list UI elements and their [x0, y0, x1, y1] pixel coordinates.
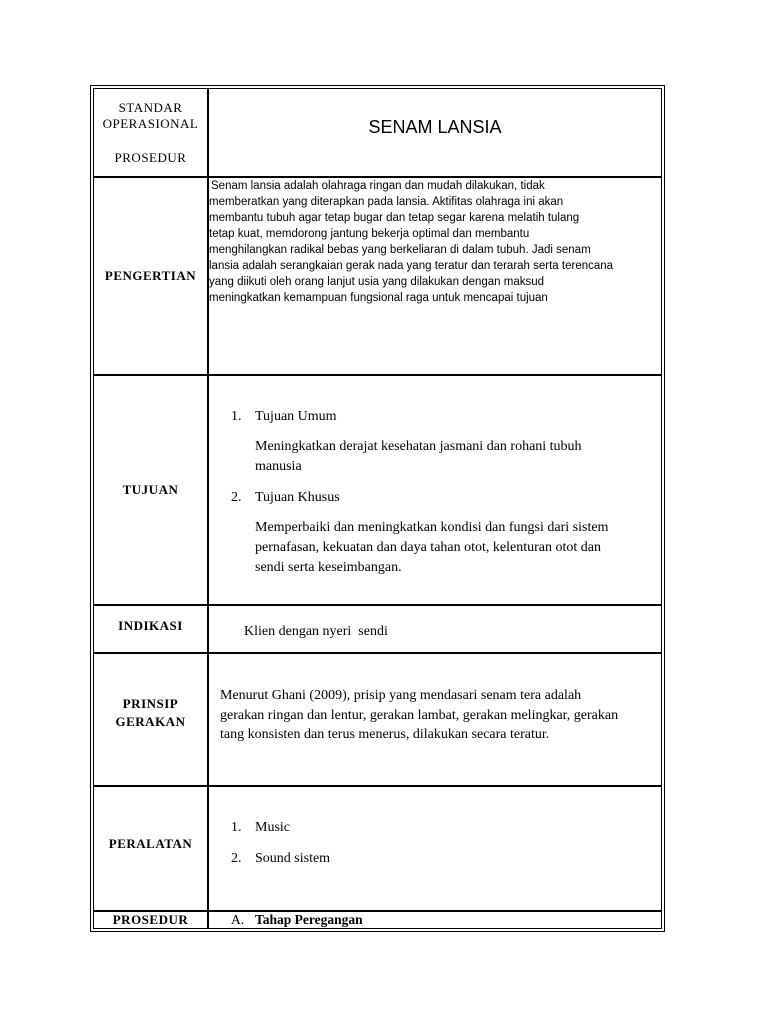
- prinsip-text: [220, 686, 618, 745]
- step-title: Tahap Peregangan: [255, 912, 363, 927]
- prosedur-label: PROSEDUR: [112, 912, 189, 927]
- prosedur-step: [231, 911, 363, 929]
- list-item-desc: manusia: [255, 459, 302, 474]
- pengertian-line: meningkatkan kemampuan fungsional raga untuk mencapai tujuan: [209, 292, 548, 304]
- pengertian-line: Senam lansia adalah olahraga ringan dan mudah dilakukan, tidak: [211, 180, 545, 192]
- pengertian-line: yang diikuti oleh orang lanjut usia yang dilakukan dengan maksud: [209, 276, 545, 288]
- header-title-cell: [208, 88, 662, 177]
- tujuan-list: [209, 376, 661, 578]
- pengertian-line: memberatkan yang diterapkan pada lansia. Aktifitas olahraga ini akan: [209, 196, 564, 208]
- list-item-text: Sound sistem: [255, 851, 331, 866]
- list-number: 2.: [231, 490, 242, 505]
- prinsip-content-cell: [208, 653, 662, 786]
- indikasi-content-cell: [208, 605, 662, 653]
- tujuan-label: TUJUAN: [122, 482, 179, 497]
- pengertian-line: lansia adalah serangkaian gerak nada yang teratur dan terarah serta terencana: [209, 260, 614, 272]
- list-number: 2.: [231, 851, 242, 866]
- list-item-title: Tujuan Umum: [255, 409, 337, 424]
- step-letter: A.: [231, 912, 245, 927]
- list-item-desc: sendi serta keseimbangan.: [255, 560, 402, 575]
- header-left-line-2: OPERASIONAL: [102, 115, 199, 131]
- peralatan-content-cell: [208, 786, 662, 911]
- header-left-line-3: PROSEDUR: [114, 149, 187, 165]
- list-number: 1.: [231, 820, 242, 835]
- prinsip-label-line: PRINSIP: [122, 696, 179, 711]
- list-item: [231, 849, 661, 869]
- prinsip-label-cell: [93, 653, 208, 786]
- pengertian-line: tetap kuat, memdorong jantung bekerja optimal dan membantu: [209, 228, 530, 240]
- list-item: [231, 488, 661, 578]
- tujuan-label-cell: [93, 375, 208, 605]
- tujuan-content-cell: [208, 375, 662, 605]
- peralatan-list: [209, 787, 661, 869]
- list-item-desc: Meningkatkan derajat kesehatan jasmani dan rohani tubuh: [255, 439, 582, 454]
- prinsip-line: tang konsisten dan terus menerus, dilakukan secara teratur.: [220, 727, 550, 742]
- prinsip-line: Menurut Ghani (2009), prisip yang mendasari senam tera adalah: [220, 688, 582, 703]
- pengertian-text: [209, 178, 661, 306]
- pengertian-content-cell: [208, 177, 662, 375]
- peralatan-label-cell: [93, 786, 208, 911]
- prinsip-label-line: GERAKAN: [115, 714, 186, 729]
- page-title: SENAM LANSIA: [368, 117, 502, 137]
- pengertian-line: membantu tubuh agar tetap bugar dan tetap segar karena melatih tulang: [209, 212, 580, 224]
- list-item-desc: pernafasan, kekuatan dan daya tahan otot, kelenturan otot dan: [255, 540, 601, 555]
- peralatan-label: PERALATAN: [108, 836, 193, 851]
- header-left-line-1: STANDAR: [118, 99, 183, 115]
- prosedur-label-cell: [93, 911, 208, 929]
- indikasi-label: INDIKASI: [118, 618, 183, 633]
- list-item: [231, 818, 661, 838]
- pengertian-label-cell: [93, 177, 208, 375]
- list-item-title: Tujuan Khusus: [255, 490, 340, 505]
- pengertian-label: PENGERTIAN: [104, 268, 197, 283]
- pengertian-line: menghilangkan radikal bebas yang berkeliaran di dalam tubuh. Jadi senam: [209, 244, 591, 256]
- list-item: [231, 407, 661, 477]
- list-item-desc: Memperbaiki dan meningkatkan kondisi dan fungsi dari sistem: [255, 520, 609, 535]
- prinsip-line: gerakan ringan dan lentur, gerakan lambat, gerakan melingkar, gerakan: [220, 707, 619, 723]
- list-item-text: Music: [255, 820, 290, 835]
- indikasi-label-cell: [93, 605, 208, 653]
- header-left-cell: [93, 88, 208, 177]
- indikasi-text: Klien dengan nyeri sendi: [244, 624, 388, 639]
- prosedur-content-cell: [208, 911, 662, 929]
- list-number: 1.: [231, 409, 242, 424]
